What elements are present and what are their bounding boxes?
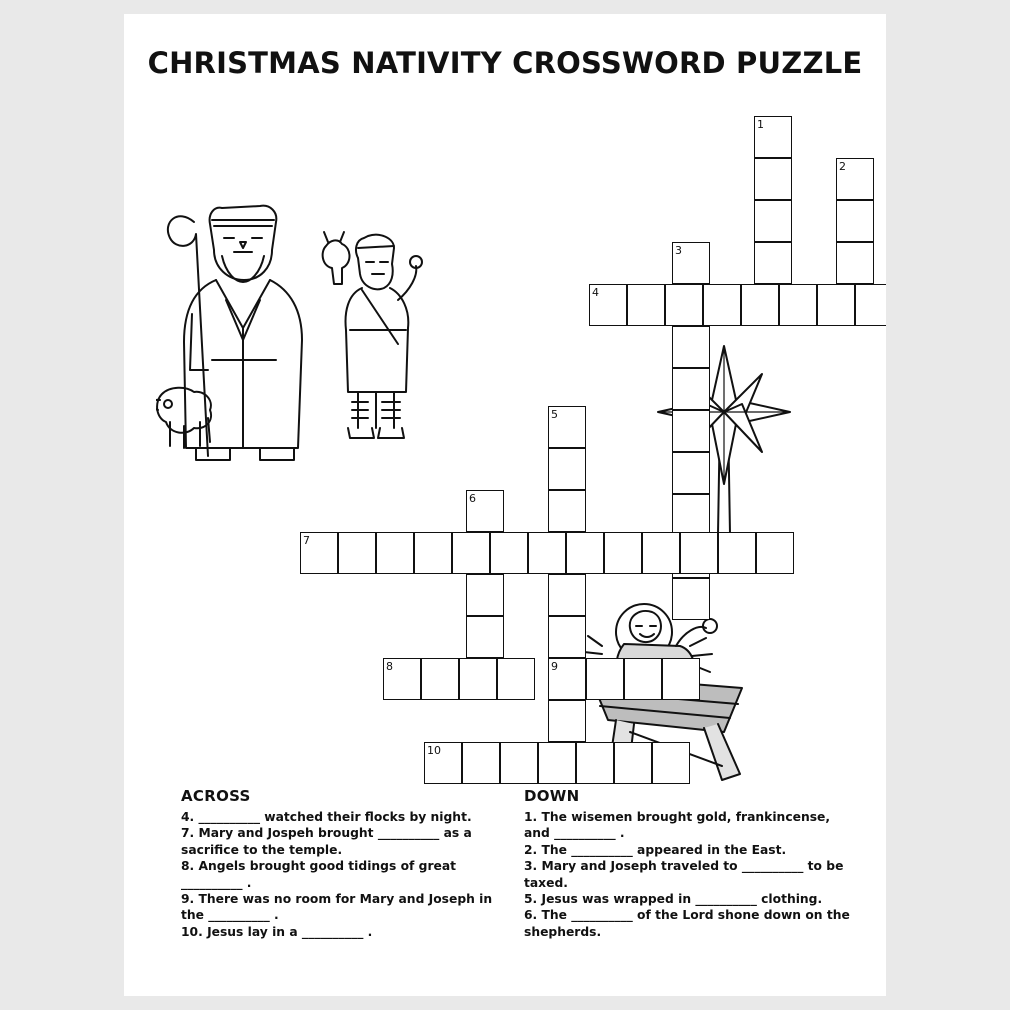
grid-number: 7	[303, 534, 310, 547]
grid-number: 10	[427, 744, 441, 757]
page-title: CHRISTMAS NATIVITY CROSSWORD PUZZLE	[147, 46, 863, 80]
grid-cell[interactable]	[548, 700, 586, 742]
grid-number: 8	[386, 660, 393, 673]
grid-cell[interactable]	[548, 448, 586, 490]
grid-cell[interactable]	[718, 532, 756, 574]
clue-item: 6. The __________ of the Lord shone down on the shepherds.	[524, 908, 850, 939]
grid-number: 4	[592, 286, 599, 299]
grid-cell[interactable]	[414, 532, 452, 574]
grid-cell[interactable]	[855, 284, 886, 326]
grid-cell[interactable]	[754, 242, 792, 284]
puzzle-page	[124, 14, 886, 996]
grid-cell[interactable]	[459, 658, 497, 700]
grid-cell[interactable]	[642, 532, 680, 574]
grid-cell[interactable]	[452, 532, 490, 574]
grid-cell[interactable]	[566, 532, 604, 574]
grid-cell[interactable]	[672, 494, 710, 536]
down-heading: DOWN	[524, 787, 580, 805]
grid-cell[interactable]	[500, 742, 538, 784]
down-clues	[524, 787, 854, 940]
grid-cell[interactable]	[662, 658, 700, 700]
grid-cell[interactable]	[836, 242, 874, 284]
grid-cell[interactable]	[497, 658, 535, 700]
grid-cell[interactable]	[462, 742, 500, 784]
grid-number: 1	[757, 118, 764, 131]
grid-number: 2	[839, 160, 846, 173]
across-clues	[181, 787, 501, 940]
grid-cell[interactable]	[672, 452, 710, 494]
grid-cell[interactable]	[604, 532, 642, 574]
grid-cell[interactable]	[652, 742, 690, 784]
grid-number: 6	[469, 492, 476, 505]
grid-cell[interactable]	[548, 616, 586, 658]
grid-cell[interactable]	[614, 742, 652, 784]
grid-cell[interactable]	[817, 284, 855, 326]
clue-item: 7. Mary and Jospeh brought __________ as a sacrifice to the temple.	[181, 826, 472, 857]
grid-cell[interactable]	[528, 532, 566, 574]
grid-cell[interactable]	[576, 742, 614, 784]
grid-cell[interactable]	[627, 284, 665, 326]
grid-cell[interactable]	[490, 532, 528, 574]
grid-cell[interactable]	[338, 532, 376, 574]
grid-cell[interactable]	[672, 410, 710, 452]
across-heading: ACROSS	[181, 787, 251, 805]
grid-cell[interactable]	[756, 532, 794, 574]
grid-cell[interactable]	[421, 658, 459, 700]
grid-cell[interactable]	[741, 284, 779, 326]
grid-cell[interactable]	[665, 284, 703, 326]
grid-cell[interactable]	[376, 532, 414, 574]
clue-item: 2. The __________ appeared in the East.	[524, 842, 787, 857]
clue-item: 10. Jesus lay in a __________ .	[181, 924, 373, 939]
grid-cell[interactable]	[754, 158, 792, 200]
grid-cell[interactable]	[466, 574, 504, 616]
clue-item: 9. There was no room for Mary and Joseph in the __________ .	[181, 892, 493, 923]
clue-item: 8. Angels brought good tidings of great __________ .	[181, 859, 457, 890]
clue-item: 4. __________ watched their flocks by night.	[181, 810, 472, 824]
grid-cell[interactable]	[672, 326, 710, 368]
clue-item: 1. The wisemen brought gold, frankincense, and __________ .	[524, 810, 831, 841]
grid-cell[interactable]	[586, 658, 624, 700]
grid-cell[interactable]	[680, 532, 718, 574]
grid-number: 3	[675, 244, 682, 257]
grid-cell[interactable]	[548, 490, 586, 532]
clue-item: 5. Jesus was wrapped in __________ clothing.	[524, 892, 823, 907]
grid-cell[interactable]	[672, 578, 710, 620]
grid-cell[interactable]	[548, 574, 586, 616]
grid-number: 5	[551, 408, 558, 421]
grid-cell[interactable]	[754, 200, 792, 242]
grid-cell[interactable]	[538, 742, 576, 784]
grid-cell[interactable]	[624, 658, 662, 700]
grid-cell[interactable]	[836, 200, 874, 242]
grid-cell[interactable]	[466, 616, 504, 658]
grid-cell[interactable]	[779, 284, 817, 326]
grid-number: 9	[551, 660, 558, 673]
clue-item: 3. Mary and Joseph traveled to __________ to be taxed.	[524, 859, 844, 890]
grid-cell[interactable]	[703, 284, 741, 326]
grid-cell[interactable]	[672, 368, 710, 410]
